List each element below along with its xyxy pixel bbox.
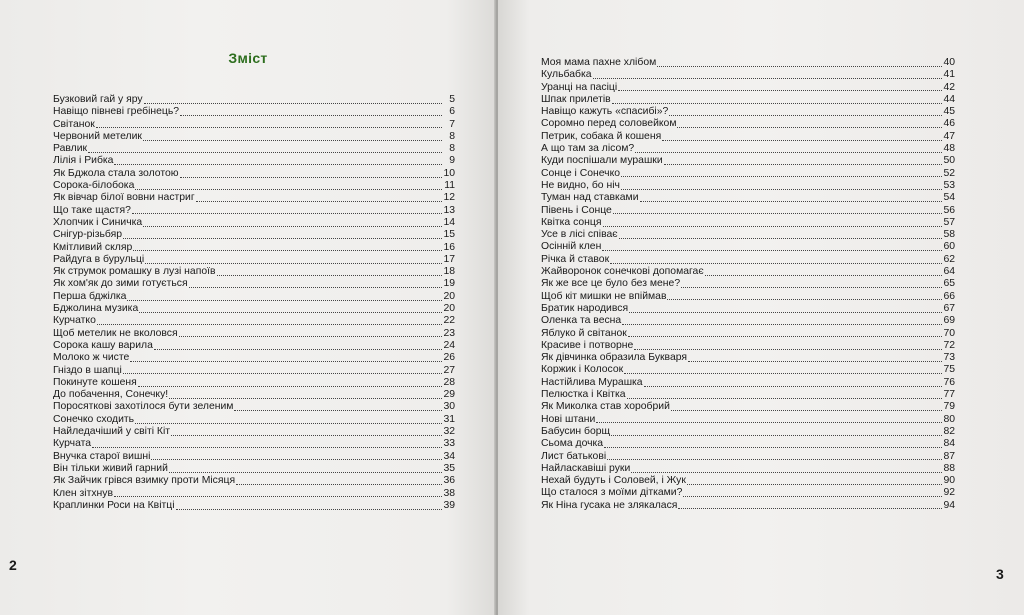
toc-leader-dots: [217, 275, 442, 276]
toc-entry: [541, 377, 955, 389]
toc-entry: [53, 389, 455, 401]
toc-leader-dots: [678, 508, 942, 509]
toc-leader-dots: [681, 287, 942, 288]
toc-entry-page: 46: [943, 118, 955, 130]
toc-entry-title: Навіщо кажуть «спасибі»?: [541, 106, 669, 118]
toc-entry-page: 73: [943, 352, 955, 364]
toc-entry: [541, 155, 955, 167]
toc-leader-dots: [671, 410, 942, 411]
toc-entry-title: Нові штани: [541, 413, 596, 425]
toc-entry: [53, 131, 455, 143]
toc-leader-dots: [593, 78, 943, 79]
toc-entry-title: Моя мама пахне хлібом: [541, 57, 657, 68]
toc-entry-page: 31: [443, 413, 455, 425]
toc-leader-dots: [138, 386, 442, 387]
toc-leader-dots: [139, 312, 442, 313]
toc-entry: [541, 94, 955, 106]
toc-entry: [541, 303, 955, 315]
toc-entry-title: Яблуко й світанок: [541, 327, 627, 339]
toc-entry: [53, 94, 455, 106]
toc-entry-page: 64: [943, 266, 955, 278]
toc-leader-dots: [628, 336, 942, 337]
toc-entry-title: Як хом'як до зими готується: [53, 278, 188, 290]
toc-entry-page: 39: [443, 499, 455, 511]
toc-leader-dots: [130, 361, 442, 362]
toc-entry-page: 75: [943, 364, 955, 376]
toc-leader-dots: [596, 422, 942, 423]
toc-entry-title: Як вівчар білої вовни настриг: [53, 192, 195, 204]
toc-entry-page: 53: [943, 179, 955, 191]
toc-entry: [53, 217, 455, 229]
toc-entry-title: Осінній клен: [541, 241, 602, 253]
toc-entry-title: Що таке щастя?: [53, 204, 131, 216]
toc-entry-title: Він тільки живий гарний: [53, 462, 168, 474]
toc-leader-dots: [236, 484, 442, 485]
toc-entry-page: 16: [443, 241, 455, 253]
toc-entry-page: 34: [443, 450, 455, 462]
toc-entry-title: Покинуте кошеня: [53, 376, 137, 388]
toc-entry-title: Краплинки Роси на Квітці: [53, 499, 175, 511]
toc-entry-page: 14: [443, 216, 455, 228]
toc-entry: [541, 254, 955, 266]
toc-entry: [541, 217, 955, 229]
toc-entry: [541, 229, 955, 241]
toc-entry-page: 30: [443, 401, 455, 413]
toc-entry: [541, 340, 955, 352]
toc-leader-dots: [114, 164, 442, 165]
toc-leader-dots: [683, 496, 942, 497]
toc-leader-dots: [669, 115, 942, 116]
toc-entry: [541, 69, 955, 81]
page-number-left: 2: [9, 557, 17, 573]
toc-entry-page: 24: [443, 339, 455, 351]
toc-entry: [53, 475, 455, 487]
toc-entry-title: Найледачіший у світі Кіт: [53, 426, 171, 438]
toc-entry: [53, 488, 455, 500]
toc-entry-page: 87: [943, 450, 955, 462]
toc-leader-dots: [624, 373, 942, 374]
toc-entry-title: Як Бджола стала золотою: [53, 167, 179, 179]
toc-entry: [53, 438, 455, 450]
toc-entry-title: Як Зайчик грівся взимку проти Місяця: [53, 475, 236, 487]
toc-entry-page: 28: [443, 376, 455, 388]
toc-leader-dots: [657, 66, 942, 67]
toc-leader-dots: [196, 201, 442, 202]
toc-entry-title: Настійлива Мурашка: [541, 376, 643, 388]
toc-entry-title: Сорока-білобока: [53, 180, 135, 192]
toc-entry-page: 77: [943, 389, 955, 401]
toc-entry-page: 17: [443, 253, 455, 265]
toc-entry-title: Бузковий гай у яру: [53, 94, 143, 105]
toc-entry-title: Жайворонок сонечкові допомагає: [541, 266, 704, 278]
toc-entry-page: 50: [943, 155, 955, 167]
toc-leader-dots: [621, 189, 942, 190]
toc-leader-dots: [143, 140, 442, 141]
toc-entry: [53, 315, 455, 327]
toc-entry: [53, 119, 455, 131]
toc-entry-title: Щоб кіт мишки не впіймав: [541, 290, 667, 302]
toc-entry-title: Куди поспішали мурашки: [541, 155, 663, 167]
toc-entry-title: А що там за лісом?: [541, 143, 635, 155]
toc-entry: [541, 451, 955, 463]
toc-leader-dots: [179, 336, 442, 337]
toc-entry-page: 18: [443, 266, 455, 278]
toc-leader-dots: [135, 189, 442, 190]
toc-entry-title: Снігур-різьбяр: [53, 229, 123, 241]
toc-entry-title: Лист батькові: [541, 450, 607, 462]
toc-leader-dots: [127, 300, 442, 301]
toc-entry-title: Нехай будуть і Соловей, і Жук: [541, 475, 686, 487]
toc-entry: [53, 168, 455, 180]
toc-entry-page: 94: [943, 499, 955, 511]
toc-entry: [541, 291, 955, 303]
toc-entry-page: 62: [943, 253, 955, 265]
toc-entry-title: Червоний метелик: [53, 130, 142, 142]
toc-entry: [541, 168, 955, 180]
toc-entry: [541, 463, 955, 475]
toc-entry: [53, 340, 455, 352]
toc-entry-title: Красиве і потворне: [541, 339, 634, 351]
toc-leader-dots: [612, 103, 942, 104]
toc-entry-page: 57: [943, 216, 955, 228]
toc-leader-dots: [604, 447, 942, 448]
toc-leader-dots: [151, 459, 442, 460]
toc-entry: [53, 205, 455, 217]
toc-entry-title: Сьома дочка: [541, 438, 604, 450]
toc-leader-dots: [154, 349, 442, 350]
toc-entry-title: Сонце і Сонечко: [541, 167, 621, 179]
toc-entry-title: Внучка старої вишні: [53, 450, 151, 462]
toc-entry-page: 7: [449, 118, 455, 130]
toc-leader-dots: [667, 299, 942, 300]
toc-leader-dots: [88, 152, 442, 153]
toc-entry-title: Пелюстка і Квітка: [541, 389, 626, 401]
toc-entry-title: Бабусин борщ: [541, 425, 611, 437]
toc-entry-page: 27: [443, 364, 455, 376]
toc-leader-dots: [143, 226, 442, 227]
toc-entry: [53, 254, 455, 266]
toc-entry: [53, 266, 455, 278]
toc-entry: [541, 475, 955, 487]
toc-entry-page: 67: [943, 302, 955, 314]
toc-entry: [53, 180, 455, 192]
toc-entry-page: 36: [443, 475, 455, 487]
toc-entry: [53, 377, 455, 389]
toc-entry-title: Сорока кашу варила: [53, 339, 153, 351]
toc-entry-title: Як дівчинка образила Букваря: [541, 352, 688, 364]
toc-entry: [541, 328, 955, 340]
toc-entry-page: 65: [943, 278, 955, 290]
toc-entry: [53, 401, 455, 413]
toc-entry-title: Щоб метелик не вколовся: [53, 327, 178, 339]
toc-entry-title: Шпак прилетів: [541, 93, 611, 105]
toc-entry: [541, 57, 955, 69]
toc-entry: [541, 389, 955, 401]
toc-leader-dots: [705, 275, 942, 276]
toc-entry-page: 5: [449, 94, 455, 105]
toc-leader-dots: [133, 250, 442, 251]
toc-entry-page: 44: [943, 93, 955, 105]
toc-leader-dots: [180, 177, 442, 178]
toc-entry-page: 69: [943, 315, 955, 327]
toc-entry-page: 76: [943, 376, 955, 388]
toc-entry-page: 52: [943, 167, 955, 179]
toc-entry-title: Петрик, собака й кошеня: [541, 130, 662, 142]
toc-entry-page: 92: [943, 487, 955, 499]
toc-entry-page: 12: [443, 192, 455, 204]
toc-entry-page: 60: [943, 241, 955, 253]
toc-entry-title: Усе в лісі співає: [541, 229, 618, 241]
toc-entry-page: 58: [943, 229, 955, 241]
toc-entry-page: 13: [443, 204, 455, 216]
toc-entry: [541, 118, 955, 130]
toc-leader-dots: [169, 472, 442, 473]
toc-entry: [53, 106, 455, 118]
toc-leader-dots: [687, 484, 942, 485]
toc-entry-page: 56: [943, 204, 955, 216]
toc-entry-title: Річка й ставок: [541, 253, 610, 265]
toc-leader-dots: [603, 226, 943, 227]
toc-entry-page: 48: [943, 143, 955, 155]
toc-leader-dots: [97, 324, 442, 325]
toc-leader-dots: [634, 349, 942, 350]
toc-entry-title: Як Ніна гусака не злякалася: [541, 499, 678, 511]
toc-entry: [541, 192, 955, 204]
toc-entry-page: 35: [443, 462, 455, 474]
toc-entry-title: Півень і Сонце: [541, 204, 612, 216]
toc-leader-dots: [145, 263, 442, 264]
toc-entry-title: Лілія і Рибка: [53, 155, 114, 167]
toc-leader-dots: [144, 103, 442, 104]
toc-entry-page: 47: [943, 130, 955, 142]
toc-entry: [541, 401, 955, 413]
toc-entry-title: Уранці на пасіці: [541, 81, 618, 93]
toc-entry-page: 32: [443, 426, 455, 438]
toc-entry: [541, 143, 955, 155]
toc-leader-dots: [180, 115, 442, 116]
toc-entry: [541, 180, 955, 192]
toc-leader-dots: [622, 324, 942, 325]
toc-leader-dots: [619, 238, 942, 239]
toc-entry-title: Хлопчик і Синичка: [53, 216, 143, 228]
toc-entry-page: 8: [449, 130, 455, 142]
toc-entry-page: 90: [943, 475, 955, 487]
toc-entry-page: 40: [943, 57, 955, 68]
toc-entry: [541, 414, 955, 426]
toc-entry-title: Равлик: [53, 143, 88, 155]
toc-leader-dots: [635, 152, 942, 153]
toc-entry-title: Поросяткові захотілося бути зеленим: [53, 401, 234, 413]
toc-entry: [53, 365, 455, 377]
toc-entry-title: Соромно перед соловейком: [541, 118, 677, 130]
toc-entry-title: Бджолина музика: [53, 303, 139, 315]
contents-title: Зміст: [228, 50, 268, 66]
toc-entry-page: 26: [443, 352, 455, 364]
toc-entry-page: 11: [444, 180, 455, 192]
toc-entry: [541, 364, 955, 376]
toc-leader-dots: [677, 127, 942, 128]
toc-entry-page: 20: [443, 290, 455, 302]
toc-entry: [541, 205, 955, 217]
toc-leader-dots: [607, 459, 942, 460]
toc-leader-dots: [114, 496, 442, 497]
toc-leader-dots: [171, 435, 442, 436]
toc-entry: [541, 266, 955, 278]
toc-leader-dots: [611, 435, 942, 436]
toc-leader-dots: [96, 127, 442, 128]
toc-entry-title: Курчата: [53, 438, 92, 450]
toc-entry-title: Клен зітхнув: [53, 487, 113, 499]
toc-entry-page: 15: [443, 229, 455, 241]
toc-entry-title: Кмітливий скляр: [53, 241, 133, 253]
toc-entry-title: Коржик і Колосок: [541, 364, 624, 376]
toc-leader-dots: [132, 213, 442, 214]
toc-entry-page: 54: [943, 192, 955, 204]
toc-entry-title: Туман над ставками: [541, 192, 639, 204]
toc-entry-page: 42: [943, 81, 955, 93]
toc-entry-page: 82: [943, 425, 955, 437]
toc-leader-dots: [688, 361, 942, 362]
toc-leader-dots: [123, 373, 442, 374]
toc-leader-dots: [234, 410, 442, 411]
toc-leader-dots: [135, 423, 442, 424]
toc-entry-title: Найласкавіші руки: [541, 462, 631, 474]
toc-entry: [541, 131, 955, 143]
toc-leader-dots: [631, 472, 942, 473]
toc-entry-title: Світанок: [53, 118, 95, 130]
toc-entry-page: 29: [443, 389, 455, 401]
toc-entry-page: 19: [443, 278, 455, 290]
toc-leader-dots: [621, 176, 942, 177]
toc-entry-page: 6: [449, 106, 455, 118]
toc-entry-title: Як Миколка став хоробрий: [541, 401, 670, 413]
toc-entry-page: 23: [443, 327, 455, 339]
toc-entry: [541, 352, 955, 364]
toc-entry-page: 80: [943, 413, 955, 425]
toc-entry: [53, 229, 455, 241]
toc-entry-title: До побачення, Сонечку!: [53, 389, 169, 401]
page-number-right: 3: [996, 566, 1004, 582]
toc-leader-dots: [629, 312, 942, 313]
toc-entry-title: Райдуга в бурульці: [53, 253, 145, 265]
toc-entry-title: Гніздо в шапці: [53, 364, 122, 376]
toc-entry-page: 72: [943, 339, 955, 351]
toc-entry: [53, 242, 455, 254]
toc-entry: [53, 451, 455, 463]
toc-entry: [541, 278, 955, 290]
toc-entry: [53, 352, 455, 364]
toc-entry: [53, 414, 455, 426]
toc-entry-page: 8: [449, 143, 455, 155]
toc-entry: [541, 241, 955, 253]
toc-entry-page: 41: [943, 69, 955, 81]
toc-entry-page: 20: [443, 303, 455, 315]
toc-leader-dots: [169, 398, 442, 399]
toc-entry: [53, 291, 455, 303]
toc-entry: [53, 500, 455, 512]
toc-entry: [53, 155, 455, 167]
toc-leader-dots: [662, 140, 942, 141]
toc-leader-dots: [92, 447, 442, 448]
toc-entry: [541, 500, 955, 512]
toc-entry: [541, 315, 955, 327]
toc-leader-dots: [627, 398, 942, 399]
toc-entry: [53, 278, 455, 290]
contents-list-left: [53, 94, 455, 512]
toc-entry: [541, 82, 955, 94]
toc-entry: [541, 438, 955, 450]
toc-entry-title: Братик народився: [541, 302, 629, 314]
toc-entry-page: 84: [943, 438, 955, 450]
toc-entry: [53, 426, 455, 438]
toc-leader-dots: [618, 90, 942, 91]
toc-entry: [53, 303, 455, 315]
left-page: [0, 0, 496, 615]
toc-entry: [53, 328, 455, 340]
toc-entry: [541, 106, 955, 118]
toc-entry-title: Перша бджілка: [53, 290, 127, 302]
toc-entry-title: Навіщо півневі гребінець?: [53, 106, 180, 118]
toc-entry: [53, 143, 455, 155]
toc-leader-dots: [664, 164, 942, 165]
toc-leader-dots: [644, 386, 942, 387]
toc-entry-title: Квітка сонця: [541, 216, 602, 228]
toc-leader-dots: [602, 250, 942, 251]
toc-entry-page: 33: [443, 438, 455, 450]
toc-entry-page: 88: [943, 462, 955, 474]
toc-entry: [541, 487, 955, 499]
toc-entry-title: Не видно, бо ніч: [541, 179, 620, 191]
toc-entry-title: Оленка та весна: [541, 315, 622, 327]
toc-leader-dots: [176, 509, 442, 510]
toc-entry-title: Кульбабка: [541, 69, 592, 81]
toc-entry-page: 79: [943, 401, 955, 413]
toc-entry-title: Молоко ж чисте: [53, 352, 130, 364]
contents-list-right: [541, 57, 955, 512]
toc-entry-title: Як же все це було без мене?: [541, 278, 681, 290]
toc-leader-dots: [123, 238, 442, 239]
toc-entry-title: Сонечко сходить: [53, 413, 135, 425]
toc-entry-page: 38: [443, 487, 455, 499]
toc-entry: [541, 426, 955, 438]
toc-leader-dots: [610, 263, 942, 264]
toc-leader-dots: [640, 201, 943, 202]
toc-leader-dots: [613, 213, 942, 214]
toc-entry-title: Що сталося з моїми дітками?: [541, 487, 683, 499]
toc-entry: [53, 192, 455, 204]
toc-entry-title: Як струмок ромашку в лузі напоїв: [53, 266, 216, 278]
toc-entry: [53, 463, 455, 475]
toc-leader-dots: [189, 287, 442, 288]
toc-entry-page: 66: [943, 290, 955, 302]
toc-entry-page: 45: [943, 106, 955, 118]
toc-entry-page: 22: [443, 315, 455, 327]
toc-entry-page: 70: [943, 327, 955, 339]
toc-entry-title: Курчатко: [53, 315, 96, 327]
toc-entry-page: 10: [443, 167, 455, 179]
toc-entry-page: 9: [449, 155, 455, 167]
